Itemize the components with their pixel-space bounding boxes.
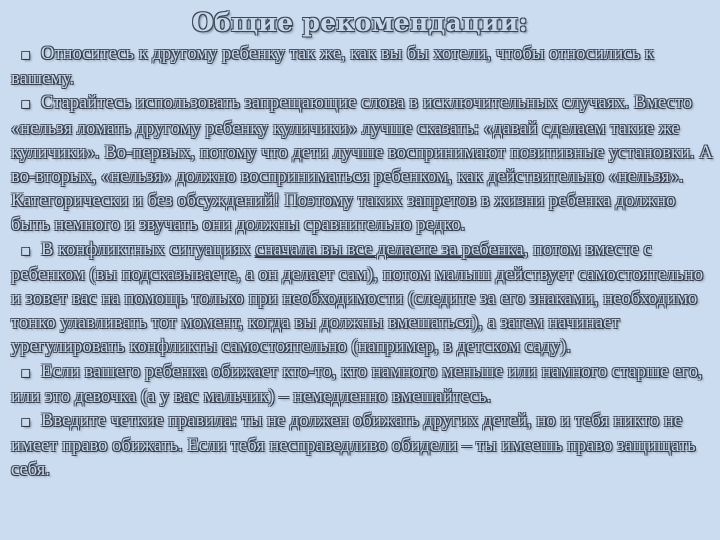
list-item-text: Старайтесь использовать запрещающие слова в исключительных случаях. Вместо «нельзя ломать другому ребенку куличики» лучше сказать: «давай сделаем такие же куличики». Во-первых, потому что дети лучше воспринимают позитивные установки. А во-вторых, «нельзя» должно восприниматься ребенком, как действительно «нельзя». Категорически и без обсуждений! Поэтому таких запретов в жизни ребенка должно быть немного и звучать они должны сравнительно редко. <box>11 92 713 236</box>
list-item <box>11 409 713 483</box>
list-item-text: Если вашего ребенка обижает кто-то, кто намного меньше или намного старше его, или это девочка (а у вас мальчик) – немедленно вмешайтесь. <box>11 360 703 407</box>
list-item <box>11 238 713 360</box>
bullet-icon: ▪ <box>21 414 31 431</box>
bullet-icon: ▪ <box>21 242 31 259</box>
bullet-icon: ▪ <box>21 364 31 381</box>
bullet-icon: ▪ <box>21 96 31 113</box>
list-item-text: Относитесь к другому ребенку так же, как вы бы хотели, чтобы относились к вашему. <box>11 43 654 90</box>
hyperlink[interactable]: сначала вы все делаете за ребенка, <box>255 238 529 260</box>
list-item <box>11 360 713 409</box>
list-item-text: В конфликтных ситуациях <box>41 238 251 260</box>
list-item <box>11 42 713 91</box>
list-item-text: Введите четкие правила: ты не должен обижать других детей, но и тебя никто не имеет право обижать. Если тебя несправедливо обидели – ты имеешь право защищать себя. <box>11 410 696 481</box>
slide-title: Общие рекомендации: <box>191 8 529 37</box>
bullet-icon: ▪ <box>21 47 31 63</box>
list-item-text: потом вместе с ребенком (вы подсказываете, а он делает сам), потом малыш действует самостоятельно и зовет вас на помощь только при необходимости (следите за его знаками, необходимо тонко улавливать тот момент, когда вы должны вмешаться), а затем начинает урегулировать конфликты самостоятельно (например, в детском саду). <box>11 238 704 358</box>
recommendations-list <box>11 42 713 483</box>
list-item <box>11 91 713 237</box>
